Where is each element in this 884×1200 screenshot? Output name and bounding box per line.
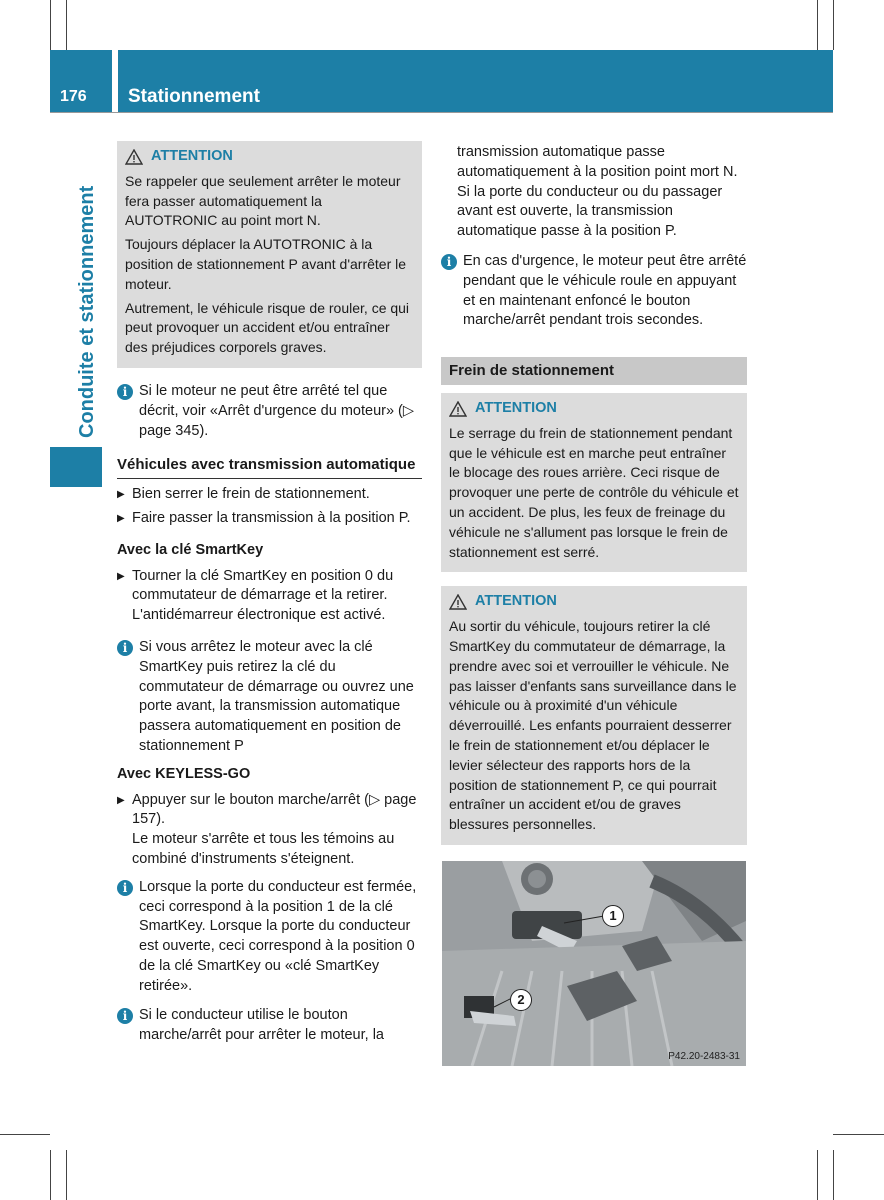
right-column	[441, 143, 747, 845]
parking-brake-photo	[442, 861, 746, 1066]
crop-mark	[833, 1134, 884, 1135]
warning-box	[117, 141, 422, 368]
crop-mark	[66, 1150, 67, 1200]
step-item	[117, 791, 422, 870]
info-note	[117, 382, 422, 441]
info-note	[117, 878, 422, 997]
info-note	[117, 1006, 422, 1046]
header-divider	[116, 50, 118, 112]
page-number: 176	[60, 88, 87, 105]
crop-mark	[833, 1150, 834, 1200]
section-band: Frein de stationnement	[441, 357, 747, 385]
step-text: Bien serrer le frein de stationnement.	[132, 486, 370, 503]
info-text: En cas d'urgence, le moteur peut être arrêté pendant que le véhicule roule en appuyant et en maintenant enfoncé le bouton marche/arrêt pendant trois secondes.	[463, 252, 747, 329]
warning-paragraph: Au sortir du véhicule, toujours retirer la clé SmartKey du commutateur de démarrage, la prendre avec soi et verrouiller le véhicule. Ne pas laisser d'enfants sans surveillance dans le véhicule ou à proximité d'un véhicule déverrouillé. Les enfants pourraient desserrer le frein de stationnement et/ou déplacer le levier sélecteur des rapports hors de la position de stationnement P, ce qui pourrait entraîner un accident et/ou de graves blessures personnelles.	[449, 618, 737, 833]
warning-title-text: ATTENTION	[475, 593, 557, 610]
warning-title	[125, 147, 414, 167]
step-arrow-icon: ▶	[117, 512, 125, 524]
crop-mark	[833, 0, 834, 50]
step-arrow-icon: ▶	[117, 489, 125, 501]
info-text: Si le moteur ne peut être arrêté tel que décrit, voir «Arrêt d'urgence du moteur» (▷ page 345).	[139, 382, 415, 439]
figure-code: P42.20-2483-31	[668, 1051, 740, 1062]
crop-mark	[50, 0, 51, 50]
info-icon: i	[117, 384, 133, 400]
warning-paragraph: Autrement, le véhicule risque de rouler, ce qui peut provoquer un accident et/ou entraîner des préjudices corporels graves.	[125, 299, 410, 356]
step-text: Faire passer la transmission à la position P.	[132, 509, 411, 526]
warning-icon	[449, 401, 467, 417]
warning-paragraph: Toujours déplacer la AUTOTRONIC à la position de stationnement P avant d'arrêter le moteur.	[125, 236, 407, 292]
step-item	[117, 567, 422, 626]
step-text-line: Le moteur s'arrête et tous les témoins au combiné d'instruments s'éteignent.	[132, 831, 395, 867]
continued-text: transmission automatique passe automatiquement à la position point mort N. Si la porte du conducteur ou du passager avant est ouverte, la transmission automatique passe à la position P.	[457, 144, 738, 240]
info-text: Si vous arrêtez le moteur avec la clé SmartKey puis retirez la clé du commutateur de démarrage ou ouvrez une porte avant, la transmission automatique passera automatiquement en position de stationnement P	[139, 638, 414, 754]
step-text	[132, 791, 422, 870]
info-icon: i	[117, 640, 133, 656]
info-note	[441, 252, 747, 331]
info-icon: i	[117, 880, 133, 896]
left-column	[117, 141, 422, 1046]
step-text: Tourner la clé SmartKey en position 0 du commutateur de démarrage et la retirer. L'antidémarreur électronique est activé.	[132, 567, 394, 624]
warning-title	[449, 399, 739, 419]
side-tab-block	[50, 447, 102, 487]
info-note	[117, 638, 422, 757]
subheading: Avec KEYLESS-GO	[117, 765, 251, 782]
callout-1: 1	[602, 905, 624, 927]
warning-title-text: ATTENTION	[475, 399, 557, 416]
side-tab-label: Conduite et stationnement	[76, 185, 98, 438]
subheading: Avec la clé SmartKey	[117, 541, 264, 558]
crop-mark	[66, 0, 67, 50]
warning-paragraph: Se rappeler que seulement arrêter le moteur fera passer automatiquement la AUTOTRONIC au point mort N.	[125, 172, 401, 229]
header-rule	[50, 112, 833, 113]
step-text-line: Appuyer sur le bouton marche/arrêt (▷ page 157).	[132, 791, 417, 828]
photo-illustration	[442, 861, 746, 1066]
step-arrow-icon: ▶	[117, 570, 125, 582]
page-title: Stationnement	[128, 86, 260, 107]
warning-icon	[449, 594, 467, 610]
crop-mark	[50, 1150, 51, 1200]
info-icon: i	[441, 254, 457, 270]
step-arrow-icon: ▶	[117, 794, 125, 806]
crop-mark	[817, 0, 818, 50]
warning-title	[449, 592, 739, 612]
info-icon: i	[117, 1008, 133, 1024]
callout-2: 2	[510, 989, 532, 1011]
warning-box	[441, 393, 747, 572]
info-text: Si le conducteur utilise le bouton marche/arrêt pour arrêter le moteur, la	[139, 1007, 384, 1044]
step-item	[117, 485, 422, 505]
warning-paragraph: Le serrage du frein de stationnement pendant que le véhicule est en marche peut entraîner le blocage des roues arrière. Ceci risque de provoquer une perte de contrôle du véhicule et un accident. De plus, les feux de freinage du véhicule ne s'allument pas lorsque le frein de stationnement est serré.	[449, 424, 739, 560]
info-text: Lorsque la porte du conducteur est fermée, ceci correspond à la position 1 de la clé SmartKey. Lorsque la porte du conducteur est ouverte, ceci correspond à la position 0 de la clé SmartKey ou «clé SmartKey retirée».	[139, 878, 417, 994]
warning-title-text: ATTENTION	[151, 148, 233, 164]
warning-icon	[125, 149, 143, 165]
warning-box	[441, 586, 747, 845]
section-heading: Véhicules avec transmission automatique	[117, 455, 422, 479]
crop-mark	[0, 1134, 50, 1135]
crop-mark	[817, 1150, 818, 1200]
step-item	[117, 509, 422, 529]
